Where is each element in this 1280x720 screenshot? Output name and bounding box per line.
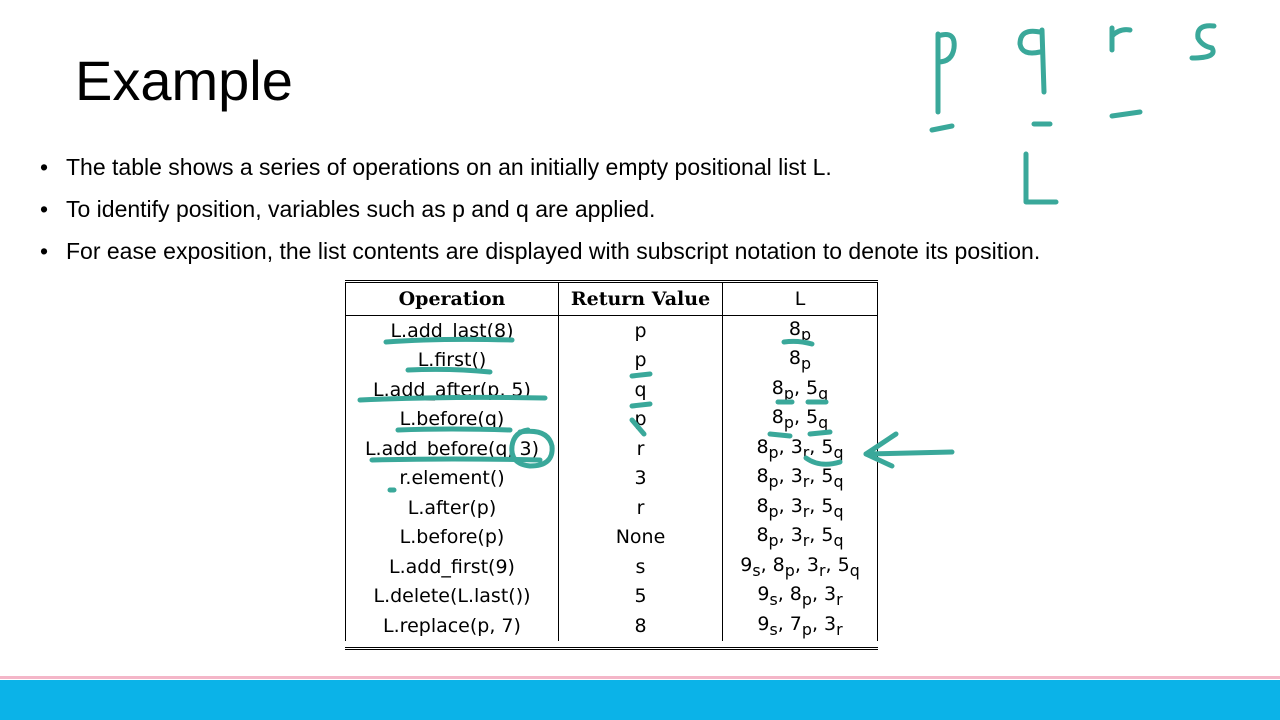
return-value-cell: 5 [559,582,723,612]
position-subscript: p [768,472,779,492]
list-separator: , [793,406,807,429]
list-separator: , [777,612,790,635]
operation-cell: L.add_after(p, 5) [346,375,559,405]
operation-cell: L.first() [346,346,559,376]
list-value: 5 [837,553,850,576]
position-subscript: s [752,560,761,580]
table-body [346,316,878,641]
list-value: 5 [821,435,834,458]
position-subscript: p [801,324,812,344]
table-row [346,405,878,435]
list-separator: , [793,376,807,399]
position-subscript: q [833,472,844,492]
list-value: 3 [824,612,837,635]
bullet-item [40,146,1260,188]
list-value: 5 [821,524,834,547]
return-value-cell: s [559,552,723,582]
handwritten-letter-q [1020,30,1044,92]
list-separator: , [809,435,822,458]
position-subscript: r [802,442,810,462]
position-subscript: r [802,472,810,492]
operations-table-frame [345,280,878,650]
position-subscript: p [801,354,812,374]
bullet-text: The table shows a series of operations on an initially empty positional list L. [66,154,832,180]
table-row [346,375,878,405]
bullet-text: To identify position, variables such as p and q are applied. [66,196,656,222]
list-value: 8 [772,553,785,576]
list-value: 8 [771,376,784,399]
operation-cell: L.add_first(9) [346,552,559,582]
list-value: 9 [757,583,770,606]
position-subscript: p [768,531,779,551]
position-subscript: p [768,442,779,462]
position-subscript: r [836,590,843,610]
table-row [346,552,878,582]
position-subscript: r [836,619,843,639]
list-value: 8 [788,317,802,340]
list-value: 8 [756,494,769,517]
position-subscript: p [768,501,779,521]
slide-title: Example [75,49,293,112]
operation-cell: L.add_before(q, 3) [346,434,559,464]
operation-cell: L.replace(p, 7) [346,611,559,641]
header-operation: Operation [346,283,559,316]
list-separator: , [778,494,791,517]
position-subscript: s [769,619,778,639]
list-separator: , [811,612,825,635]
table-row [346,346,878,376]
position-subscript: q [833,501,844,521]
list-contents-cell [723,552,878,582]
position-subscript: q [849,560,860,580]
bullet-item [40,188,1260,230]
list-value: 3 [806,553,819,576]
position-subscript: r [819,560,826,580]
position-subscript: q [818,413,829,433]
list-separator: , [778,524,791,547]
table-row [346,582,878,612]
position-subscript: p [783,413,794,433]
list-separator: , [760,553,773,576]
operations-table [345,283,878,641]
list-value: 9 [740,553,753,576]
return-value-cell: 8 [559,611,723,641]
position-subscript: p [784,560,795,580]
table-row [346,464,878,494]
list-separator: , [809,465,822,488]
arrow-icon [866,434,952,466]
list-value: 5 [821,465,834,488]
list-value: 5 [806,406,819,429]
list-value: 3 [790,465,803,488]
list-contents-cell [723,464,878,494]
list-value: 7 [789,612,802,635]
list-separator: , [794,553,807,576]
position-subscript: s [769,590,778,610]
operation-cell: L.after(p) [346,493,559,523]
list-value: 8 [756,465,769,488]
table-header-row [346,283,878,316]
list-separator: , [809,524,822,547]
position-subscript: q [818,383,829,403]
return-value-cell: p [559,405,723,435]
list-value: 8 [771,406,784,429]
list-value: 3 [790,524,803,547]
list-value: 5 [806,376,819,399]
bullet-dot: • [40,238,49,264]
return-value-cell: p [559,346,723,376]
operation-cell: L.before(q) [346,405,559,435]
return-value-cell: None [559,523,723,553]
list-contents-cell [723,493,878,523]
header-return-value: Return Value [559,283,723,316]
table-row [346,493,878,523]
footer-bar [0,680,1280,720]
list-contents-cell [723,375,878,405]
list-value: 3 [790,494,803,517]
position-subscript: p [801,590,812,610]
list-separator: , [777,583,790,606]
list-value: 3 [790,435,803,458]
list-value: 8 [756,524,769,547]
list-contents-cell [723,582,878,612]
list-separator: , [811,583,825,606]
return-value-cell: p [559,316,723,346]
return-value-cell: q [559,375,723,405]
list-separator: , [809,494,822,517]
list-contents-cell [723,405,878,435]
operation-cell: L.delete(L.last()) [346,582,559,612]
list-separator: , [825,553,838,576]
operation-cell: L.before(p) [346,523,559,553]
position-subscript: p [801,619,812,639]
list-contents-cell [723,434,878,464]
list-value: 3 [824,583,837,606]
bullet-dot: • [40,196,49,222]
handwritten-letter-r [1112,28,1130,50]
position-subscript: q [833,442,844,462]
blank-line [932,126,952,130]
bullet-list [40,146,1260,272]
list-value: 8 [788,347,802,370]
return-value-cell: r [559,434,723,464]
operation-cell: r.element() [346,464,559,494]
return-value-cell: 3 [559,464,723,494]
bullet-text: For ease exposition, the list contents are displayed with subscript notation to denote its position. [66,238,1041,264]
bullet-item [40,230,1260,272]
operation-cell: L.add_last(8) [346,316,559,346]
bullet-dot: • [40,154,49,180]
list-value: 5 [821,494,834,517]
list-value: 8 [789,583,802,606]
table-row [346,611,878,641]
table-row [346,316,878,346]
footer-accent-line [0,676,1280,679]
list-separator: , [778,465,791,488]
handwritten-letter-p [938,34,954,112]
list-contents-cell [723,346,878,376]
list-contents-cell [723,611,878,641]
list-contents-cell [723,316,878,346]
list-contents-cell [723,523,878,553]
position-subscript: p [783,383,794,403]
blank-line [1112,112,1140,116]
return-value-cell: r [559,493,723,523]
position-subscript: q [833,531,844,551]
list-separator: , [778,435,791,458]
list-value: 8 [756,435,769,458]
position-subscript: r [802,531,810,551]
header-list: L [723,283,878,316]
table-row [346,523,878,553]
list-value: 9 [757,612,770,635]
position-subscript: r [802,501,810,521]
table-row [346,434,878,464]
handwritten-letter-s [1192,26,1214,58]
